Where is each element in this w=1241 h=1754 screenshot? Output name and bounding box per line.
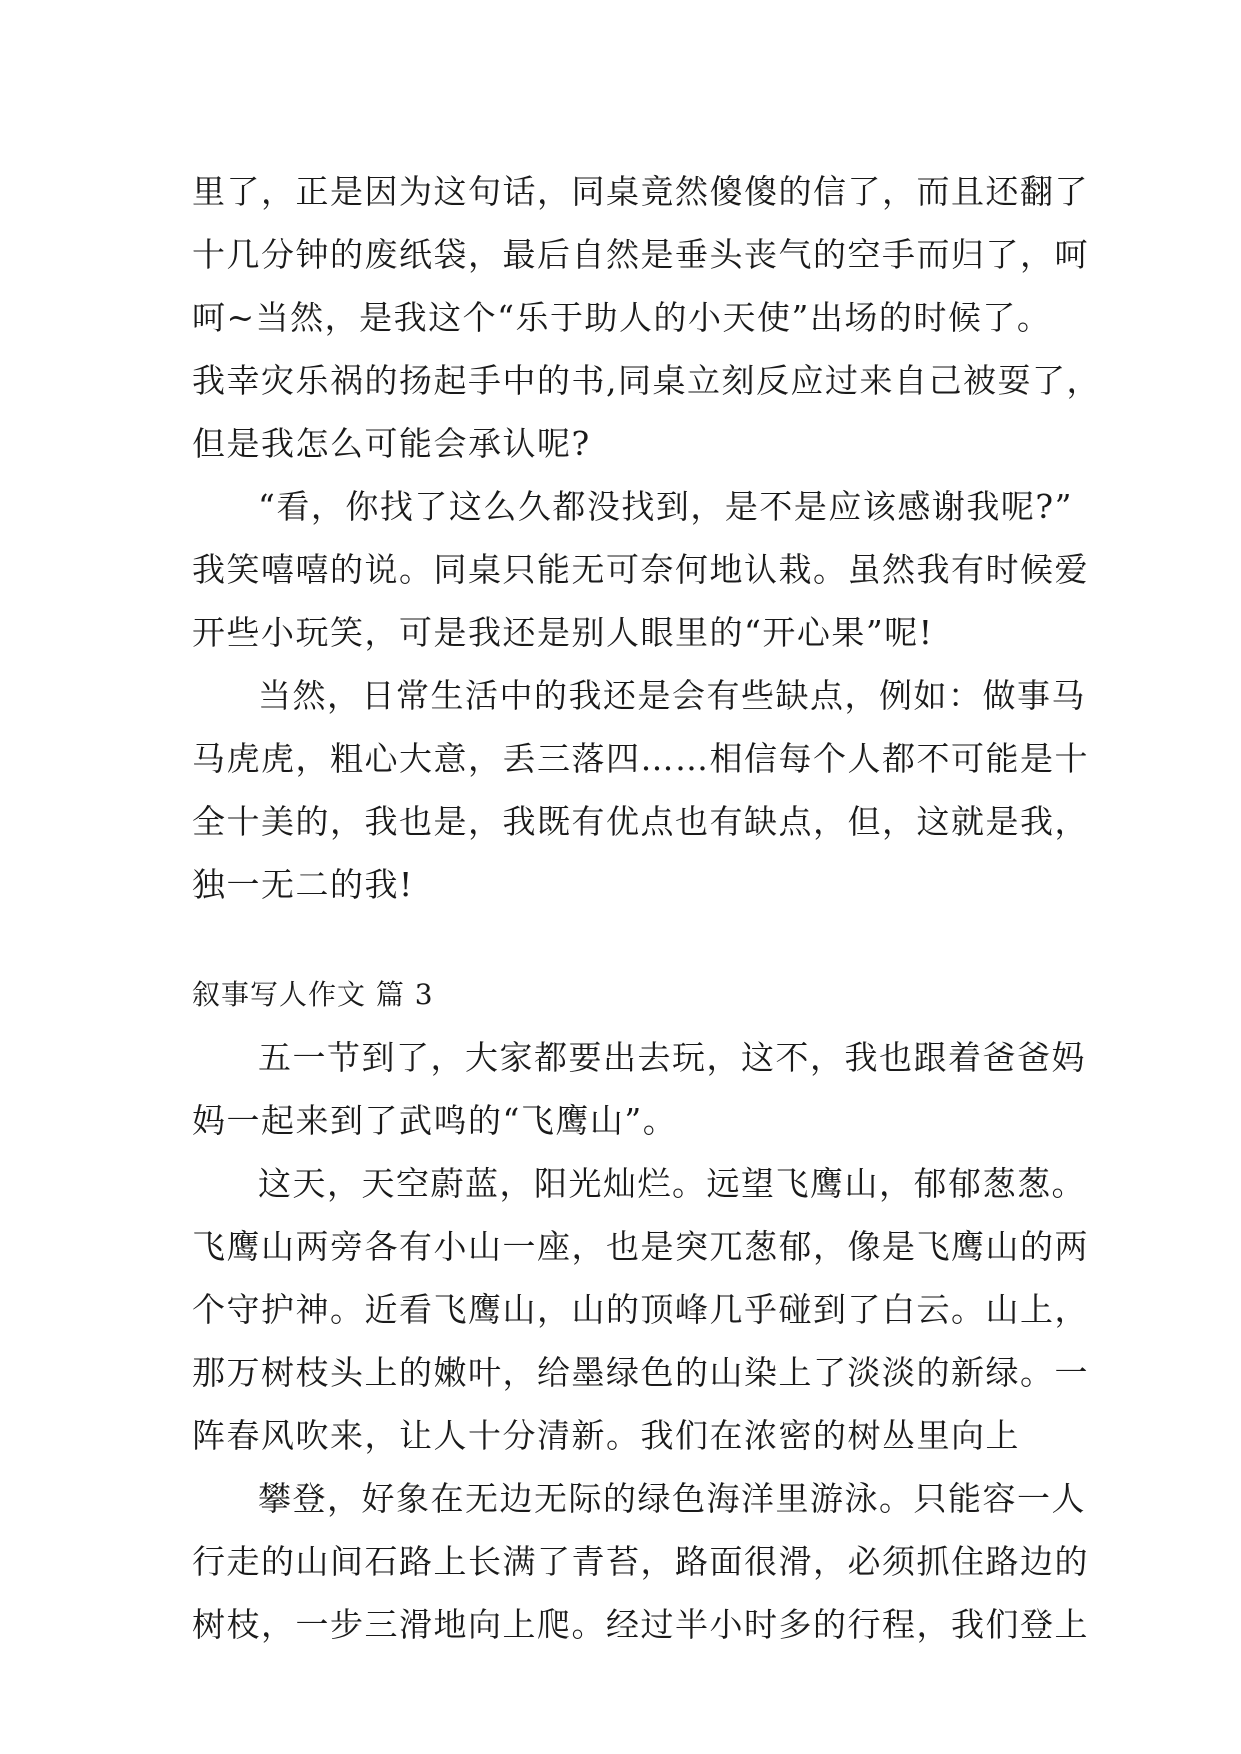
text-line: 十几分钟的废纸袋，最后自然是垂头丧气的空手而归了，呵 bbox=[192, 235, 1089, 274]
document-page bbox=[192, 160, 1101, 1656]
text-line: 飞鹰山两旁各有小山一座，也是突兀葱郁，像是飞鹰山的两 bbox=[192, 1227, 1089, 1266]
paragraph bbox=[192, 475, 1089, 664]
text-line: 那万树枝头上的嫩叶，给墨绿色的山染上了淡淡的新绿。一 bbox=[192, 1353, 1089, 1392]
text-line: 五一节到了，大家都要出去玩，这不，我也跟着爸爸妈 bbox=[258, 1038, 1086, 1077]
text-line: 独一无二的我! bbox=[192, 865, 414, 904]
section-title: 叙事写人作文 篇 3 bbox=[192, 978, 434, 1011]
paragraph bbox=[192, 664, 1089, 916]
text-line: 我幸灾乐祸的扬起手中的书,同桌立刻反应过来自己被耍了， bbox=[192, 361, 1101, 400]
section-spacer bbox=[192, 916, 1072, 964]
text-line: 行走的山间石路上长满了青苔，路面很滑，必须抓住路边的 bbox=[192, 1542, 1089, 1581]
text-line: 攀登，好象在无边无际的绿色海洋里游泳。只能容一人 bbox=[258, 1479, 1086, 1518]
paragraph bbox=[192, 160, 1101, 475]
text-line: 开些小玩笑，可是我还是别人眼里的“开心果”呢! bbox=[192, 613, 934, 652]
text-line: 全十美的，我也是，我既有优点也有缺点，但，这就是我， bbox=[192, 802, 1089, 841]
text-line: 但是我怎么可能会承认呢? bbox=[192, 424, 591, 463]
text-line: 呵~当然，是我这个“乐于助人的小天使”出场的时候了。 bbox=[192, 298, 1052, 337]
text-line: 树枝，一步三滑地向上爬。经过半小时多的行程，我们登上 bbox=[192, 1605, 1089, 1644]
text-line: 当然，日常生活中的我还是会有些缺点，例如：做事马 bbox=[258, 676, 1086, 715]
paragraph bbox=[192, 1026, 1086, 1152]
text-line: 这天，天空蔚蓝，阳光灿烂。远望飞鹰山，郁郁葱葱。 bbox=[258, 1164, 1086, 1203]
text-line: 我笑嘻嘻的说。同桌只能无可奈何地认栽。虽然我有时候爱 bbox=[192, 550, 1089, 589]
paragraph bbox=[192, 1152, 1089, 1467]
paragraph bbox=[192, 1467, 1089, 1656]
text-line: “看，你找了这么久都没找到，是不是应该感谢我呢?” bbox=[258, 487, 1073, 526]
text-line: 妈一起来到了武鸣的“飞鹰山”。 bbox=[192, 1101, 678, 1140]
text-line: 里了，正是因为这句话，同桌竟然傻傻的信了，而且还翻了 bbox=[192, 172, 1089, 211]
text-line: 个守护神。近看飞鹰山，山的顶峰几乎碰到了白云。山上， bbox=[192, 1290, 1089, 1329]
text-line: 阵春风吹来，让人十分清新。我们在浓密的树丛里向上 bbox=[192, 1416, 1020, 1455]
text-line: 马虎虎，粗心大意，丢三落四……相信每个人都不可能是十 bbox=[192, 739, 1089, 778]
